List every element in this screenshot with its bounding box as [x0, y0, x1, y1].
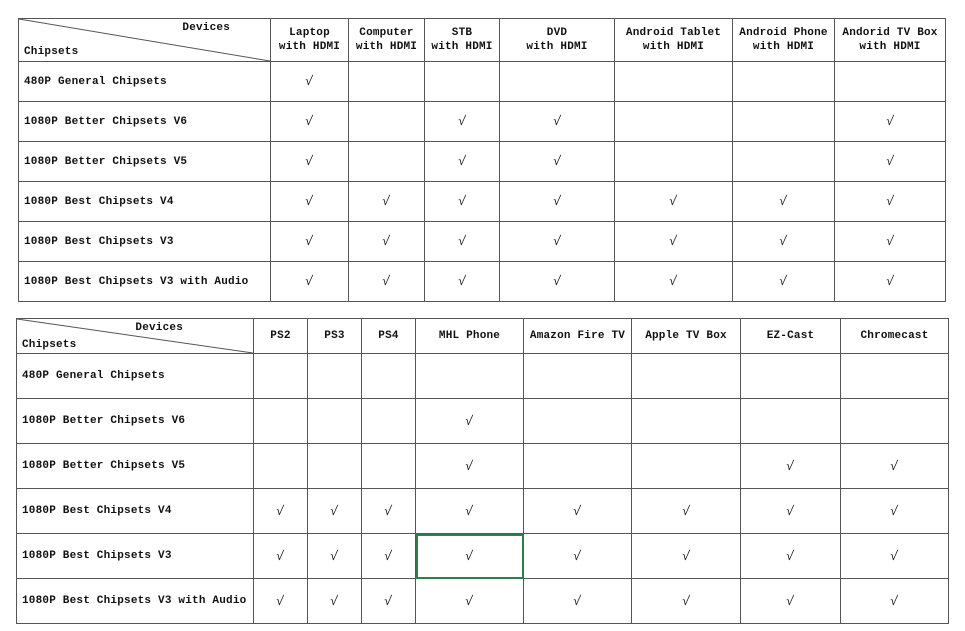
support-cell: [835, 222, 946, 262]
checkmark-icon: √: [778, 274, 789, 289]
checkmark-icon: √: [551, 114, 563, 129]
column-header: Apple TV Box: [632, 319, 741, 354]
checkmark-icon: √: [778, 234, 789, 249]
table-row: [17, 534, 949, 579]
support-cell: [271, 62, 349, 102]
checkmark-icon: √: [884, 114, 896, 129]
checkmark-icon: √: [668, 194, 679, 209]
support-cell: [835, 142, 946, 182]
support-cell: [524, 444, 632, 489]
support-cell: [308, 579, 362, 624]
support-cell: [835, 62, 946, 102]
support-cell: [254, 534, 308, 579]
support-cell: [362, 354, 416, 399]
checkmark-icon: √: [464, 413, 475, 429]
table-row: [19, 62, 946, 102]
support-cell: [524, 534, 632, 579]
support-cell: [500, 182, 615, 222]
checkmark-icon: √: [889, 548, 900, 564]
support-cell: [615, 222, 733, 262]
checkmark-icon: √: [785, 458, 796, 474]
support-cell: [841, 489, 949, 534]
checkmark-icon: √: [884, 274, 896, 289]
column-header: Chromecast: [841, 319, 949, 354]
support-cell: [741, 399, 841, 444]
checkmark-icon: √: [464, 548, 475, 564]
checkmark-icon: √: [329, 503, 340, 519]
column-header: DVD with HDMI: [500, 19, 615, 62]
support-cell: [841, 399, 949, 444]
support-cell: [254, 579, 308, 624]
support-cell: [733, 182, 835, 222]
support-cell: [841, 534, 949, 579]
checkmark-icon: √: [464, 503, 475, 519]
checkmark-icon: √: [383, 503, 394, 519]
column-header: STB with HDMI: [425, 19, 500, 62]
checkmark-icon: √: [680, 503, 692, 519]
checkmark-icon: √: [464, 458, 475, 474]
support-cell: [416, 489, 524, 534]
support-cell: [500, 102, 615, 142]
support-cell: [416, 579, 524, 624]
checkmark-icon: √: [456, 154, 468, 169]
support-cell: [632, 444, 741, 489]
chipsets-axis-label: Chipsets: [22, 339, 77, 351]
support-cell: [500, 62, 615, 102]
support-cell: [632, 579, 741, 624]
checkmark-icon: √: [456, 274, 468, 289]
support-cell: [254, 354, 308, 399]
support-cell: [349, 182, 425, 222]
support-cell: [615, 262, 733, 302]
checkmark-icon: √: [572, 548, 583, 564]
table-row: [17, 444, 949, 489]
column-header: Amazon Fire TV: [524, 319, 632, 354]
chipset-label: 480P General Chipsets: [17, 354, 254, 399]
support-cell: [524, 399, 632, 444]
column-header: PS2: [254, 319, 308, 354]
column-header: PS4: [362, 319, 416, 354]
support-cell: [362, 444, 416, 489]
table-row: [19, 222, 946, 262]
checkmark-icon: √: [778, 194, 789, 209]
table-row: [17, 579, 949, 624]
checkmark-icon: √: [668, 274, 679, 289]
chipset-label: 1080P Best Chipsets V4: [17, 489, 254, 534]
column-header: Andorid TV Box with HDMI: [835, 19, 946, 62]
support-cell: [425, 262, 500, 302]
support-cell: [733, 262, 835, 302]
table-row: [17, 399, 949, 444]
column-header: Android Phone with HDMI: [733, 19, 835, 62]
support-cell: [524, 579, 632, 624]
support-cell: [733, 62, 835, 102]
support-cell: [733, 142, 835, 182]
support-cell: [425, 102, 500, 142]
checkmark-icon: √: [381, 234, 392, 249]
support-cell: [349, 222, 425, 262]
checkmark-icon: √: [572, 593, 583, 609]
support-cell: [362, 534, 416, 579]
support-cell: [416, 399, 524, 444]
chipset-label: 1080P Best Chipsets V3: [17, 534, 254, 579]
table-row: [17, 354, 949, 399]
support-cell: [271, 102, 349, 142]
checkmark-icon: √: [785, 593, 796, 609]
checkmark-icon: √: [889, 503, 900, 519]
support-cell: [741, 534, 841, 579]
support-cell: [841, 444, 949, 489]
compatibility-table-consoles-streamers: [16, 318, 949, 624]
column-header: Computer with HDMI: [349, 19, 425, 62]
support-cell: [308, 399, 362, 444]
support-cell: [841, 579, 949, 624]
support-cell: [254, 489, 308, 534]
checkmark-icon: √: [381, 194, 392, 209]
corner-header-cell: [17, 319, 254, 354]
checkmark-icon: √: [551, 154, 563, 169]
column-header: Laptop with HDMI: [271, 19, 349, 62]
support-cell: [500, 222, 615, 262]
checkmark-icon: √: [383, 593, 394, 609]
checkmark-icon: √: [329, 593, 340, 609]
checkmark-icon: √: [383, 548, 394, 564]
table-row: [19, 262, 946, 302]
support-cell: [362, 579, 416, 624]
support-cell: [254, 444, 308, 489]
support-cell: [308, 534, 362, 579]
devices-axis-label: Devices: [135, 322, 183, 334]
chipset-label: 1080P Better Chipsets V6: [17, 399, 254, 444]
support-cell: [425, 62, 500, 102]
column-header: MHL Phone: [416, 319, 524, 354]
checkmark-icon: √: [884, 234, 896, 249]
chipset-label: 480P General Chipsets: [19, 62, 271, 102]
support-cell: [349, 62, 425, 102]
chipsets-axis-label: Chipsets: [24, 46, 79, 58]
chipset-label: 1080P Better Chipsets V5: [17, 444, 254, 489]
support-cell: [362, 489, 416, 534]
support-cell: [416, 534, 524, 579]
support-cell: [416, 444, 524, 489]
column-header: PS3: [308, 319, 362, 354]
checkmark-icon: √: [884, 154, 896, 169]
table-row: [19, 142, 946, 182]
support-cell: [500, 262, 615, 302]
support-cell: [524, 489, 632, 534]
checkmark-icon: √: [889, 593, 900, 609]
support-cell: [741, 579, 841, 624]
checkmark-icon: √: [275, 548, 286, 564]
checkmark-icon: √: [668, 234, 679, 249]
devices-axis-label: Devices: [182, 22, 230, 34]
table-row: [19, 102, 946, 142]
chipset-label: 1080P Better Chipsets V6: [19, 102, 271, 142]
support-cell: [349, 102, 425, 142]
support-cell: [500, 142, 615, 182]
support-cell: [733, 222, 835, 262]
support-cell: [741, 489, 841, 534]
support-cell: [254, 399, 308, 444]
support-cell: [271, 262, 349, 302]
chipset-label: 1080P Better Chipsets V5: [19, 142, 271, 182]
checkmark-icon: √: [785, 548, 796, 564]
support-cell: [841, 354, 949, 399]
support-cell: [425, 142, 500, 182]
header-row: [19, 19, 946, 62]
checkmark-icon: √: [456, 114, 468, 129]
checkmark-icon: √: [551, 194, 563, 209]
support-cell: [308, 444, 362, 489]
checkmark-icon: √: [572, 503, 583, 519]
support-cell: [733, 102, 835, 142]
checkmark-icon: √: [275, 503, 286, 519]
support-cell: [416, 354, 524, 399]
support-cell: [425, 222, 500, 262]
checkmark-icon: √: [884, 194, 896, 209]
checkmark-icon: √: [304, 114, 315, 129]
support-cell: [632, 399, 741, 444]
checkmark-icon: √: [551, 234, 563, 249]
table-row: [17, 489, 949, 534]
support-cell: [632, 534, 741, 579]
support-cell: [615, 102, 733, 142]
support-cell: [615, 182, 733, 222]
support-cell: [835, 262, 946, 302]
chipset-label: 1080P Best Chipsets V3 with Audio: [17, 579, 254, 624]
checkmark-icon: √: [381, 274, 392, 289]
compatibility-table-hdmi-devices: [18, 18, 946, 302]
checkmark-icon: √: [680, 548, 692, 564]
support-cell: [615, 142, 733, 182]
column-header: EZ-Cast: [741, 319, 841, 354]
chipset-label: 1080P Best Chipsets V4: [19, 182, 271, 222]
checkmark-icon: √: [551, 274, 563, 289]
support-cell: [271, 182, 349, 222]
checkmark-icon: √: [304, 154, 315, 169]
support-cell: [741, 354, 841, 399]
support-cell: [632, 489, 741, 534]
support-cell: [271, 142, 349, 182]
checkmark-icon: √: [785, 503, 796, 519]
checkmark-icon: √: [304, 234, 315, 249]
support-cell: [524, 354, 632, 399]
support-cell: [632, 354, 741, 399]
support-cell: [308, 354, 362, 399]
support-cell: [308, 489, 362, 534]
chipset-label: 1080P Best Chipsets V3 with Audio: [19, 262, 271, 302]
support-cell: [741, 444, 841, 489]
support-cell: [835, 182, 946, 222]
checkmark-icon: √: [304, 274, 315, 289]
checkmark-icon: √: [275, 593, 286, 609]
column-header: Android Tablet with HDMI: [615, 19, 733, 62]
support-cell: [349, 262, 425, 302]
checkmark-icon: √: [464, 593, 475, 609]
support-cell: [615, 62, 733, 102]
checkmark-icon: √: [304, 194, 315, 209]
support-cell: [835, 102, 946, 142]
chipset-label: 1080P Best Chipsets V3: [19, 222, 271, 262]
table-row: [19, 182, 946, 222]
support-cell: [271, 222, 349, 262]
support-cell: [425, 182, 500, 222]
checkmark-icon: √: [680, 593, 692, 609]
corner-header-cell: [19, 19, 271, 62]
header-row: [17, 319, 949, 354]
checkmark-icon: √: [304, 74, 315, 89]
support-cell: [362, 399, 416, 444]
checkmark-icon: √: [889, 458, 900, 474]
support-cell: [349, 142, 425, 182]
checkmark-icon: √: [456, 194, 468, 209]
checkmark-icon: √: [329, 548, 340, 564]
checkmark-icon: √: [456, 234, 468, 249]
